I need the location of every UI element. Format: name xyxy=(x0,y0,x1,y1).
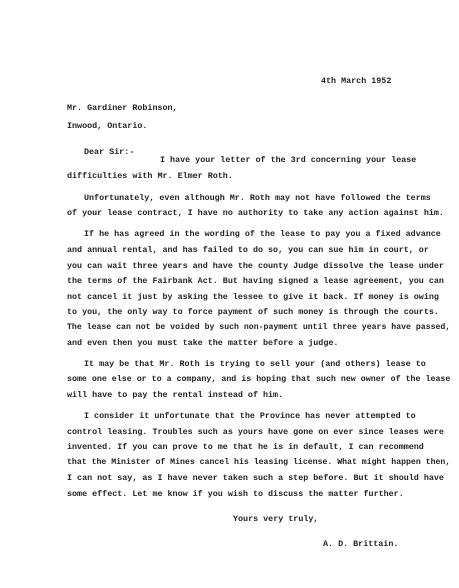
body-line: and even then you must take the matter before a judge. xyxy=(67,338,339,348)
body-line: I consider it unfortunate that the Province has never attempted to xyxy=(84,411,416,421)
body-line: and annual rental, and has failed to do so, you can sue him in court, or xyxy=(67,245,429,255)
body-line: control leasing. Troubles such as yours have gone on ever since leases were xyxy=(67,427,444,437)
salutation: Dear Sir:- xyxy=(84,147,135,157)
body-line: the terms of the Fairbank Act. But having signed a lease agreement, you can xyxy=(67,276,444,286)
body-line: you can wait three years and have the county Judge dissolve the lease under xyxy=(67,261,444,271)
body-line: to you, the only way to force payment of such money is through the courts. xyxy=(67,307,439,317)
body-line: will have to pay the rental instead of him. xyxy=(67,390,284,400)
body-line: of your lease contract, I have no authority to take any action against him. xyxy=(67,208,444,218)
body-line: some one else or to a company, and is hoping that such new owner of the lease xyxy=(67,375,451,384)
body-line: invented. If you can prove to me that he is in default, I can recommend xyxy=(67,442,424,452)
body-line: not cancel it just by asking the lessee to give it back. If money is owing xyxy=(67,292,439,302)
signature: A. D. Brittain. xyxy=(323,539,399,549)
body-line: The lease can not be voided by such non-payment until three years have passed, xyxy=(67,323,451,332)
body-line: I have your letter of the 3rd concerning your lease xyxy=(160,155,417,165)
body-line: difficulties with Mr. Elmer Roth. xyxy=(67,171,233,181)
body-line: I can not say, as I have never taken such a step before. But it should have xyxy=(67,473,444,483)
body-line: that the Minister of Mines cancel his leasing license. What might happen then, xyxy=(67,458,451,467)
recipient-name: Mr. Gardiner Robinson, xyxy=(67,103,178,113)
body-line: If he has agreed in the wording of the lease to pay you a fixed advance xyxy=(84,229,441,239)
recipient-address: Inwood, Ontario. xyxy=(67,121,148,131)
body-line: some effect. Let me know if you wish to discuss the matter further. xyxy=(67,489,404,499)
body-line: It may be that Mr. Roth is trying to sell your (and others) lease to xyxy=(84,359,426,369)
closing: Yours very truly, xyxy=(233,514,319,524)
letter-date: 4th March 1952 xyxy=(321,76,392,86)
body-line: Unfortunately, even although Mr. Roth may not have followed the terms xyxy=(84,193,431,203)
